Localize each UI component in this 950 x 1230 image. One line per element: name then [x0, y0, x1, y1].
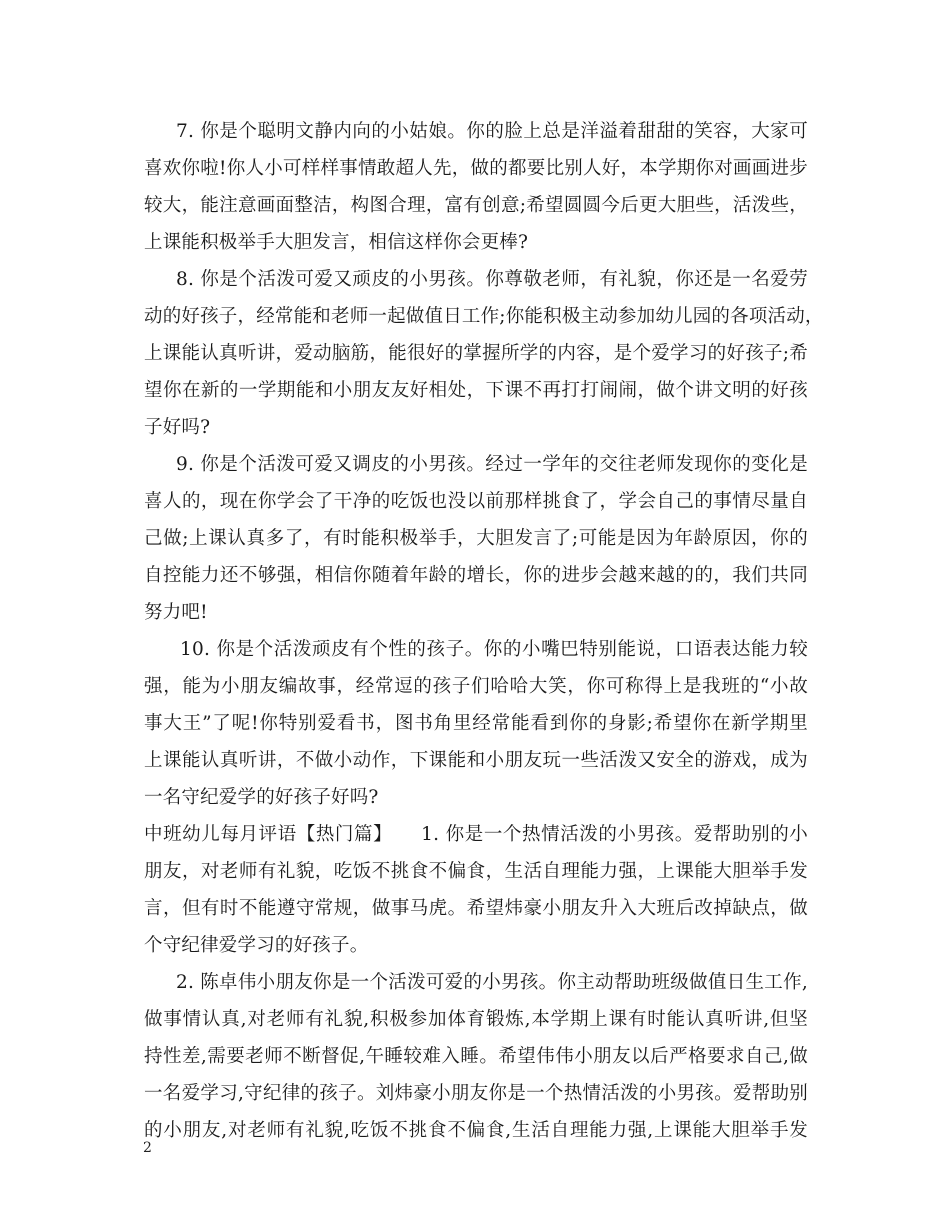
text-line: 9. 你是个活泼可爱又调皮的小男孩。经过一学年的交往老师发现你的变化是	[176, 454, 808, 475]
text-line: 上课能积极举手大胆发言，相信这样你会更棒?	[144, 232, 529, 253]
text-line: 的小朋友,对老师有礼貌,吃饭不挑食不偏食,生活自理能力强,上课能大胆举手发	[144, 1120, 808, 1141]
text-line: 事大王”了呢!你特别爱看书，图书角里经常能看到你的身影;希望你在新学期里	[144, 713, 808, 734]
text-line: 朋友，对老师有礼貌，吃饭不挑食不偏食，生活自理能力强，上课能大胆举手发	[144, 861, 808, 882]
text-line: 子好吗?	[144, 417, 211, 438]
text-line: 强，能为小朋友编故事，经常逗的孩子们哈哈大笑，你可称得上是我班的“小故	[144, 676, 808, 697]
page-number: 2	[143, 1140, 152, 1156]
text-line: 10. 你是个活泼顽皮有个性的孩子。你的小嘴巴特别能说，口语表达能力较	[180, 639, 808, 660]
text-line: 上课能认真听讲，爱动脑筋，能很好的掌握所学的内容，是个爱学习的好孩子;希	[144, 343, 808, 364]
text-line: 较大，能注意画面整洁，构图合理，富有创意;希望圆圆今后更大胆些，活泼些，	[144, 195, 808, 216]
text-line: 喜人的，现在你学会了干净的吃饭也没以前那样挑食了，学会自己的事情尽量自	[144, 491, 808, 512]
text-line: 自控能力还不够强，相信你随着年龄的增长，你的进步会越来越的的，我们共同	[144, 565, 808, 586]
text-line: 个守纪律爱学习的好孩子。	[144, 935, 369, 956]
text-line: 上课能认真听讲，不做小动作，下课能和小朋友玩一些活泼又安全的游戏，成为	[144, 750, 808, 771]
text-line: 做事情认真,对老师有礼貌,积极参加体育锻炼,本学期上课有时能认真听讲,但坚	[144, 1009, 808, 1030]
text-line: 言，但有时不能遵守常规，做事马虎。希望炜豪小朋友升入大班后改掉缺点，做	[144, 898, 808, 919]
text-line: 一名守纪爱学的好孩子好吗?	[144, 787, 379, 808]
text-line: 2. 陈卓伟小朋友你是一个活泼可爱的小男孩。你主动帮助班级做值日生工作,	[176, 972, 808, 993]
text-line: 喜欢你啦!你人小可样样事情敢超人先，做的都要比别人好，本学期你对画画进步	[144, 158, 808, 179]
text-line: 努力吧!	[144, 602, 208, 623]
text-line: 一名爱学习,守纪律的孩子。刘炜豪小朋友你是一个热情活泼的小男孩。爱帮助别	[144, 1083, 808, 1104]
text-line: 持性差,需要老师不断督促,午睡较难入睡。希望伟伟小朋友以后严格要求自己,做	[144, 1046, 808, 1067]
text-line: 己做;上课认真多了，有时能积极举手，大胆发言了;可能是因为年龄原因，你的	[144, 528, 808, 549]
text-line: 7. 你是个聪明文静内向的小姑娘。你的脸上总是洋溢着甜甜的笑容，大家可	[176, 121, 808, 142]
text-line: 动的好孩子，经常能和老师一起做值日工作;你能积极主动参加幼儿园的各项活动，	[144, 306, 824, 327]
text-line: 望你在新的一学期能和小朋友友好相处，下课不再打打闹闹，做个讲文明的好孩	[144, 380, 808, 401]
section-heading-line: 中班幼儿每月评语【热门篇】 1. 你是一个热情活泼的小男孩。爱帮助别的小	[144, 824, 808, 845]
text-line: 8. 你是个活泼可爱又顽皮的小男孩。你尊敬老师，有礼貌，你还是一名爱劳	[176, 269, 808, 290]
